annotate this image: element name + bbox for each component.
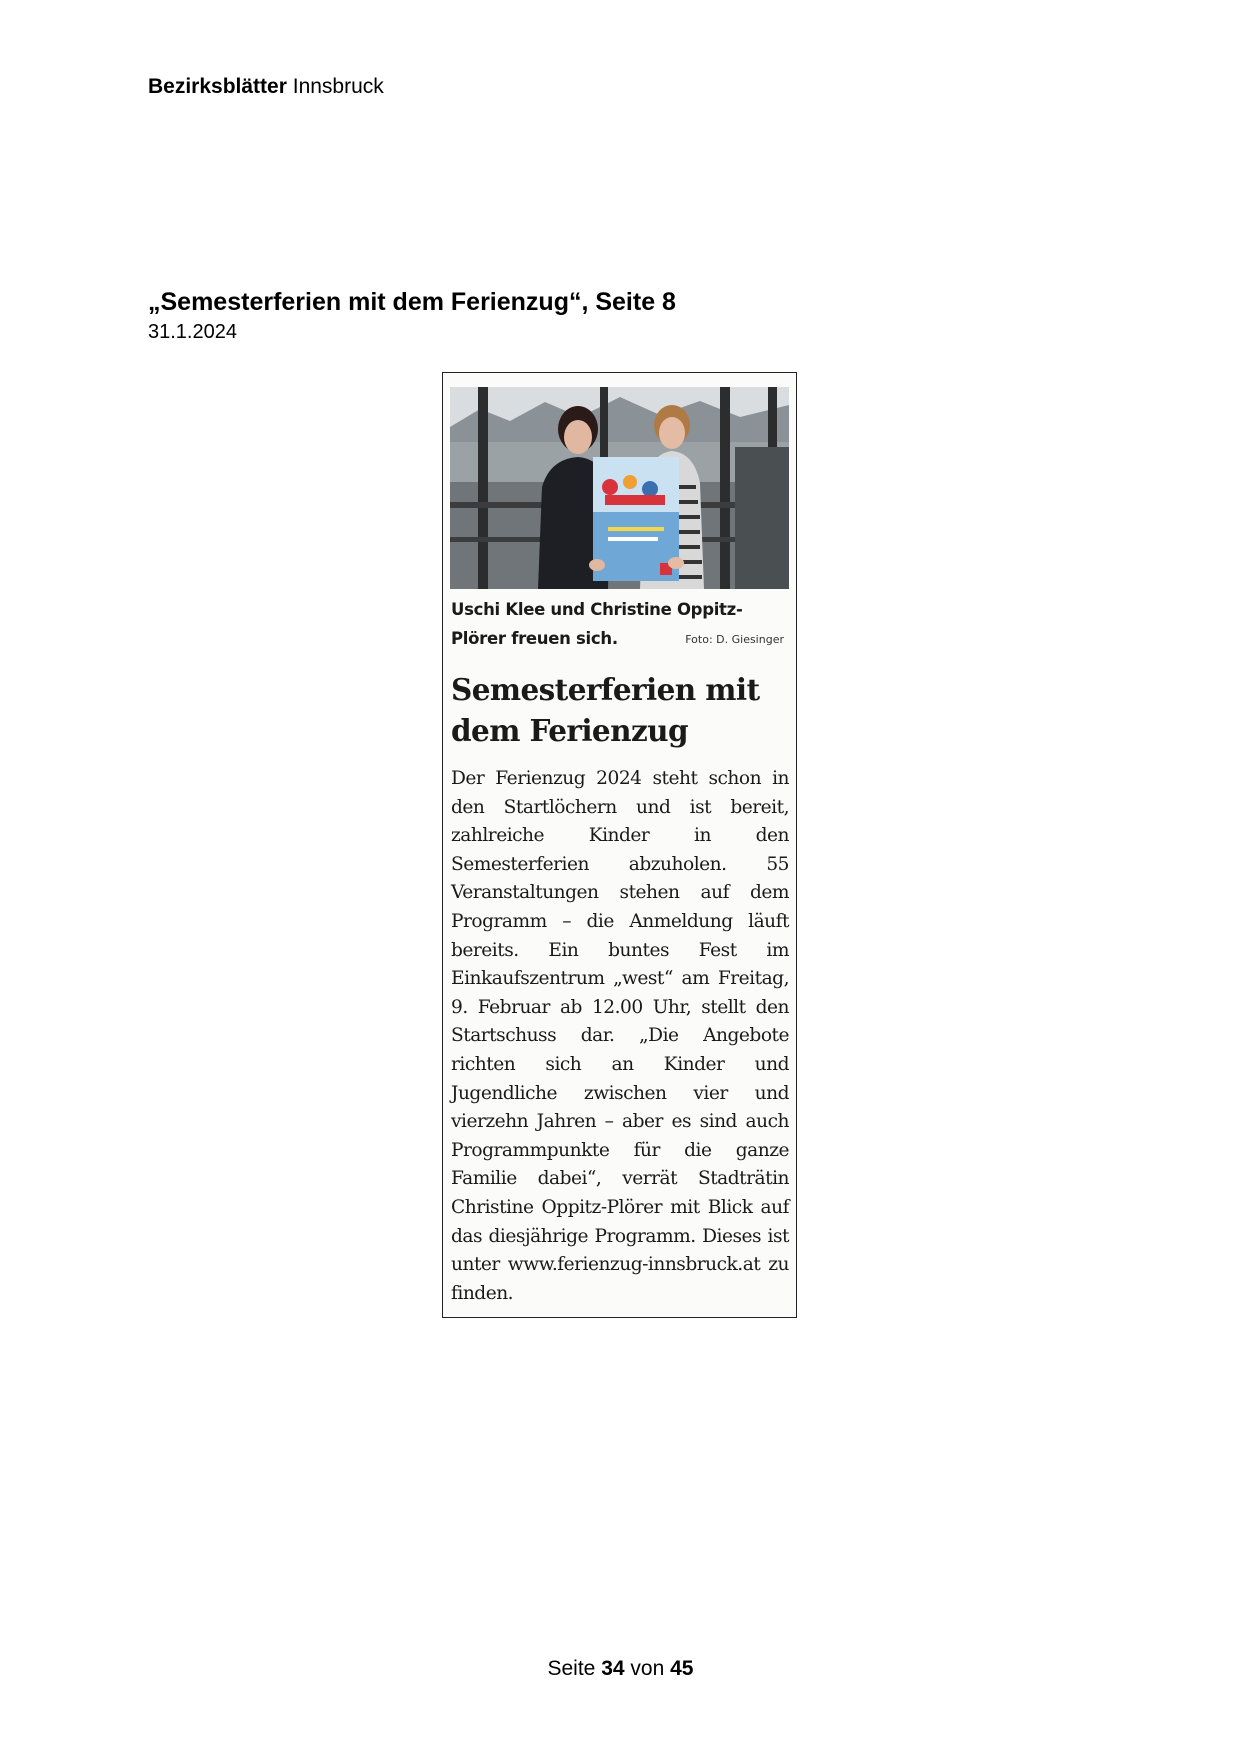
newspaper-clipping bbox=[442, 372, 797, 1318]
article-headline: Semesterferien mit dem Ferienzug bbox=[451, 672, 760, 748]
photo-credit: Foto: D. Giesinger bbox=[685, 633, 784, 646]
footer-separator: von bbox=[630, 1657, 665, 1680]
publication-name: Bezirksblätter bbox=[148, 75, 287, 98]
total-page-number: 45 bbox=[670, 1657, 694, 1680]
footer-prefix: Seite bbox=[547, 1657, 596, 1680]
article-photo bbox=[450, 387, 789, 589]
publication-region: Innsbruck bbox=[292, 75, 384, 98]
current-page-number: 34 bbox=[601, 1657, 625, 1680]
publication-header bbox=[148, 74, 384, 100]
page-footer bbox=[0, 1656, 1241, 1682]
photo-illustration bbox=[450, 387, 789, 589]
article-body: Der Ferienzug 2024 steht schon in den Startlöchern und ist bereit, zahlreiche Kinder in den Semesterferien abzuholen. 55 Veranstaltungen stehen auf dem Programm – die Anmeldung läuft bereits. Ein buntes Fest im Einkaufszentrum „west“ am Freitag, 9. Februar ab 12.00 Uhr, stellt den Startschuss dar. „Die Angebote richten sich an Kinder und Jugendliche zwischen vier und vierzehn Jahren – aber es sind auch Programmpunkte für die ganze Familie dabei“, verrät Stadträtin Christine Oppitz-Plörer mit Blick auf das diesjährige Programm. Dieses ist unter www.​ferienzug-innsbruck.at zu finden. bbox=[451, 768, 789, 1304]
document-date: 31.1.2024 bbox=[148, 321, 237, 343]
document-title: „Semesterferien mit dem Ferienzug“, Seite 8 bbox=[148, 288, 676, 316]
photo-caption: Uschi Klee und Christine Oppitz-Plörer freuen sich. bbox=[451, 600, 743, 648]
